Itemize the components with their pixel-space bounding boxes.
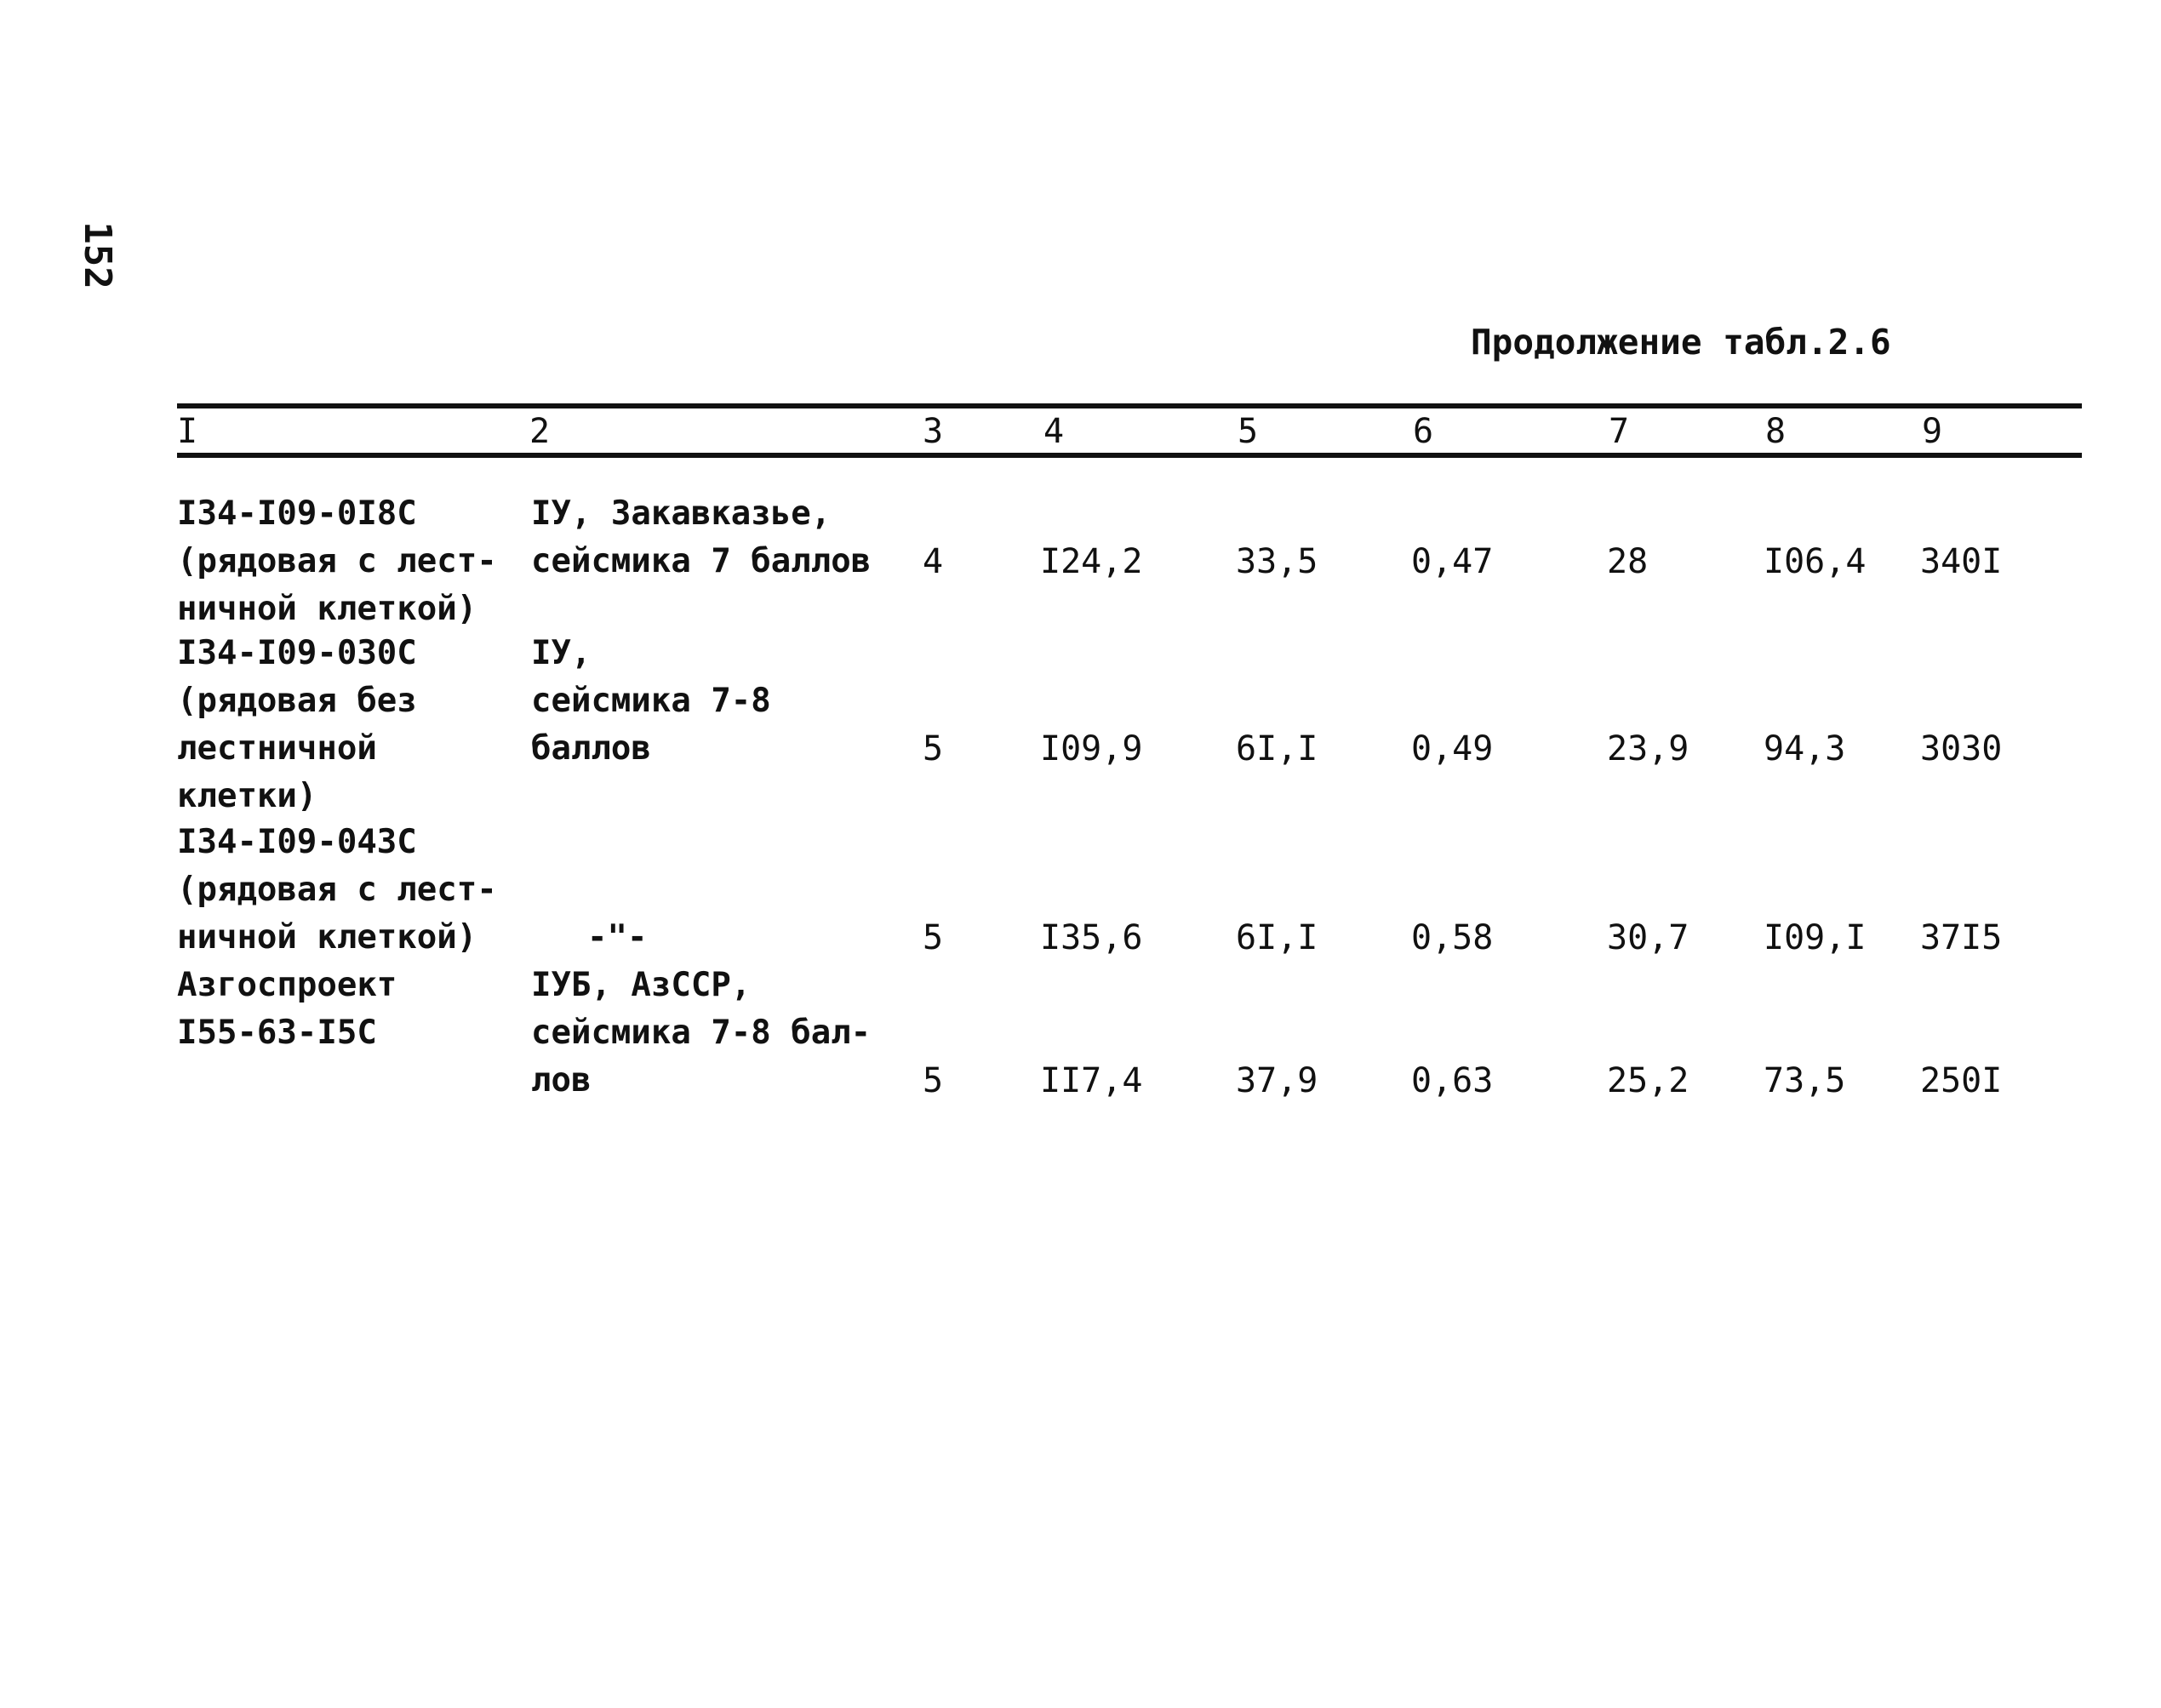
table-row-2-col5: 6I,I [1236,729,1318,768]
column-header-5: 5 [1238,412,1259,451]
table-row-3-col4: I35,6 [1040,918,1143,957]
page-number: 152 [76,221,119,289]
table-row-1-col5: 33,5 [1236,542,1318,581]
column-header-9: 9 [1922,412,1943,451]
table-row-3-col3: 5 [923,918,944,957]
table-row-3-region: -"- [587,918,648,957]
table-row-3-col9: 37I5 [1920,918,2003,957]
table-row-1-col3: 4 [923,542,944,581]
table-row-4-col4: II7,4 [1040,1061,1143,1100]
table-row-4-col7: 25,2 [1607,1061,1689,1100]
table-row-2-col7: 23,9 [1607,729,1689,768]
table-row-2-col4: I09,9 [1040,729,1143,768]
table-row-1-col8: I06,4 [1764,542,1867,581]
table-row-2-col3: 5 [923,729,944,768]
table-row-3-col5: 6I,I [1236,918,1318,957]
table-row-1-col4: I24,2 [1040,542,1143,581]
table-row-1-region: IУ, Закавказье, сейсмика 7 баллов [531,494,872,580]
column-header-4: 4 [1043,412,1065,451]
table-row-4-region: IУБ, АзССР, сейсмика 7-8 бал- лов [531,966,872,1100]
column-header-3: 3 [923,412,944,451]
table-row-4-col5: 37,9 [1236,1061,1318,1100]
table-row-4-col3: 5 [923,1061,944,1100]
column-header-2: 2 [529,412,551,451]
table-row-1-name: I34-I09-0I8C (рядовая с лест- ничной клеткой) [177,494,497,628]
table-row-2-col9: 3030 [1920,729,2003,768]
table-row-1-col6: 0,47 [1411,542,1494,581]
table-row-4-col8: 73,5 [1764,1061,1846,1100]
table-row-1-col7: 28 [1607,542,1649,581]
table-row-3-name: I34-I09-043C (рядовая с лест- ничной клеткой) [177,823,497,957]
table-top-rule [177,403,2082,408]
table-row-3-col7: 30,7 [1607,918,1689,957]
table-row-4-col9: 250I [1920,1061,2003,1100]
table-header-rule [177,453,2082,458]
table-row-4-name: Азгоспроект I55-63-I5C [177,966,397,1052]
table-row-4-col6: 0,63 [1411,1061,1494,1100]
table-row-1-col9: 340I [1920,542,2003,581]
table-caption: Продолжение табл.2.6 [1471,322,1891,363]
column-header-8: 8 [1765,412,1787,451]
table-row-3-col8: I09,I [1764,918,1867,957]
table-row-2-col8: 94,3 [1764,729,1846,768]
column-header-6: 6 [1413,412,1434,451]
table-row-2-col6: 0,49 [1411,729,1494,768]
table-row-2-region: IУ, сейсмика 7-8 баллов [531,634,771,768]
column-header-1: I [177,412,198,451]
table-row-2-name: I34-I09-030C (рядовая без лестничной клетки) [177,634,417,815]
column-header-7: 7 [1609,412,1630,451]
table-row-3-col6: 0,58 [1411,918,1494,957]
